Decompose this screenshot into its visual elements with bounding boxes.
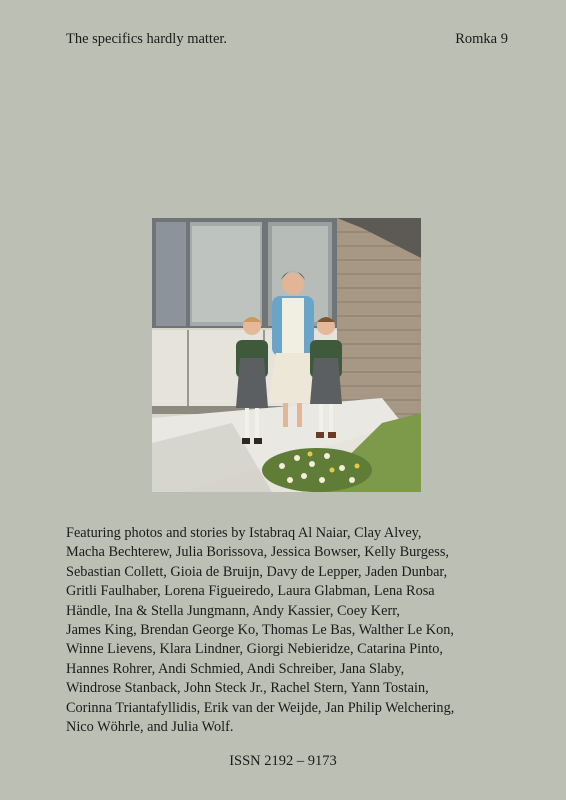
credits-line: Gritli Faulhaber, Lorena Figueiredo, Laura Glabman, Lena Rosa (66, 583, 435, 600)
contributors-list (66, 524, 518, 737)
credits-line: Hannes Rohrer, Andi Schmied, Andi Schreiber, Jana Slaby, (66, 660, 405, 677)
credits-line: James King, Brendan George Ko, Thomas Le Bas, Walther Le Kon, (66, 622, 454, 639)
credits-line: Corinna Triantafyllidis, Erik van der Weijde, Jan Philip Welchering, (66, 699, 455, 716)
credits-line: Winne Lievens, Klara Lindner, Giorgi Nebieridze, Catarina Pinto, (66, 641, 443, 658)
tagline: The specifics hardly matter. (66, 31, 228, 47)
family-snapshot-photo (152, 218, 421, 492)
credits-line: Nico Wöhrle, and Julia Wolf. (66, 719, 234, 736)
credits-line: Windrose Stanback, John Steck Jr., Rachel Stern, Yann Tostain, (66, 680, 429, 697)
credits-line: Sebastian Collett, Gioia de Bruijn, Davy de Lepper, Jaden Dunbar, (66, 563, 448, 580)
credits-line: Featuring photos and stories by Istabraq Al Naiar, Clay Alvey, (66, 525, 422, 541)
credits-line: Händle, Ina & Stella Jungmann, Andy Kassier, Coey Kerr, (66, 602, 400, 619)
issn-number: ISSN 2192 – 9173 (229, 753, 337, 769)
issue-label: Romka 9 (455, 31, 508, 47)
cover-photo (152, 218, 421, 492)
credits-line: Macha Bechterew, Julia Borissova, Jessica Bowser, Kelly Burgess, (66, 544, 449, 561)
header (66, 30, 508, 48)
